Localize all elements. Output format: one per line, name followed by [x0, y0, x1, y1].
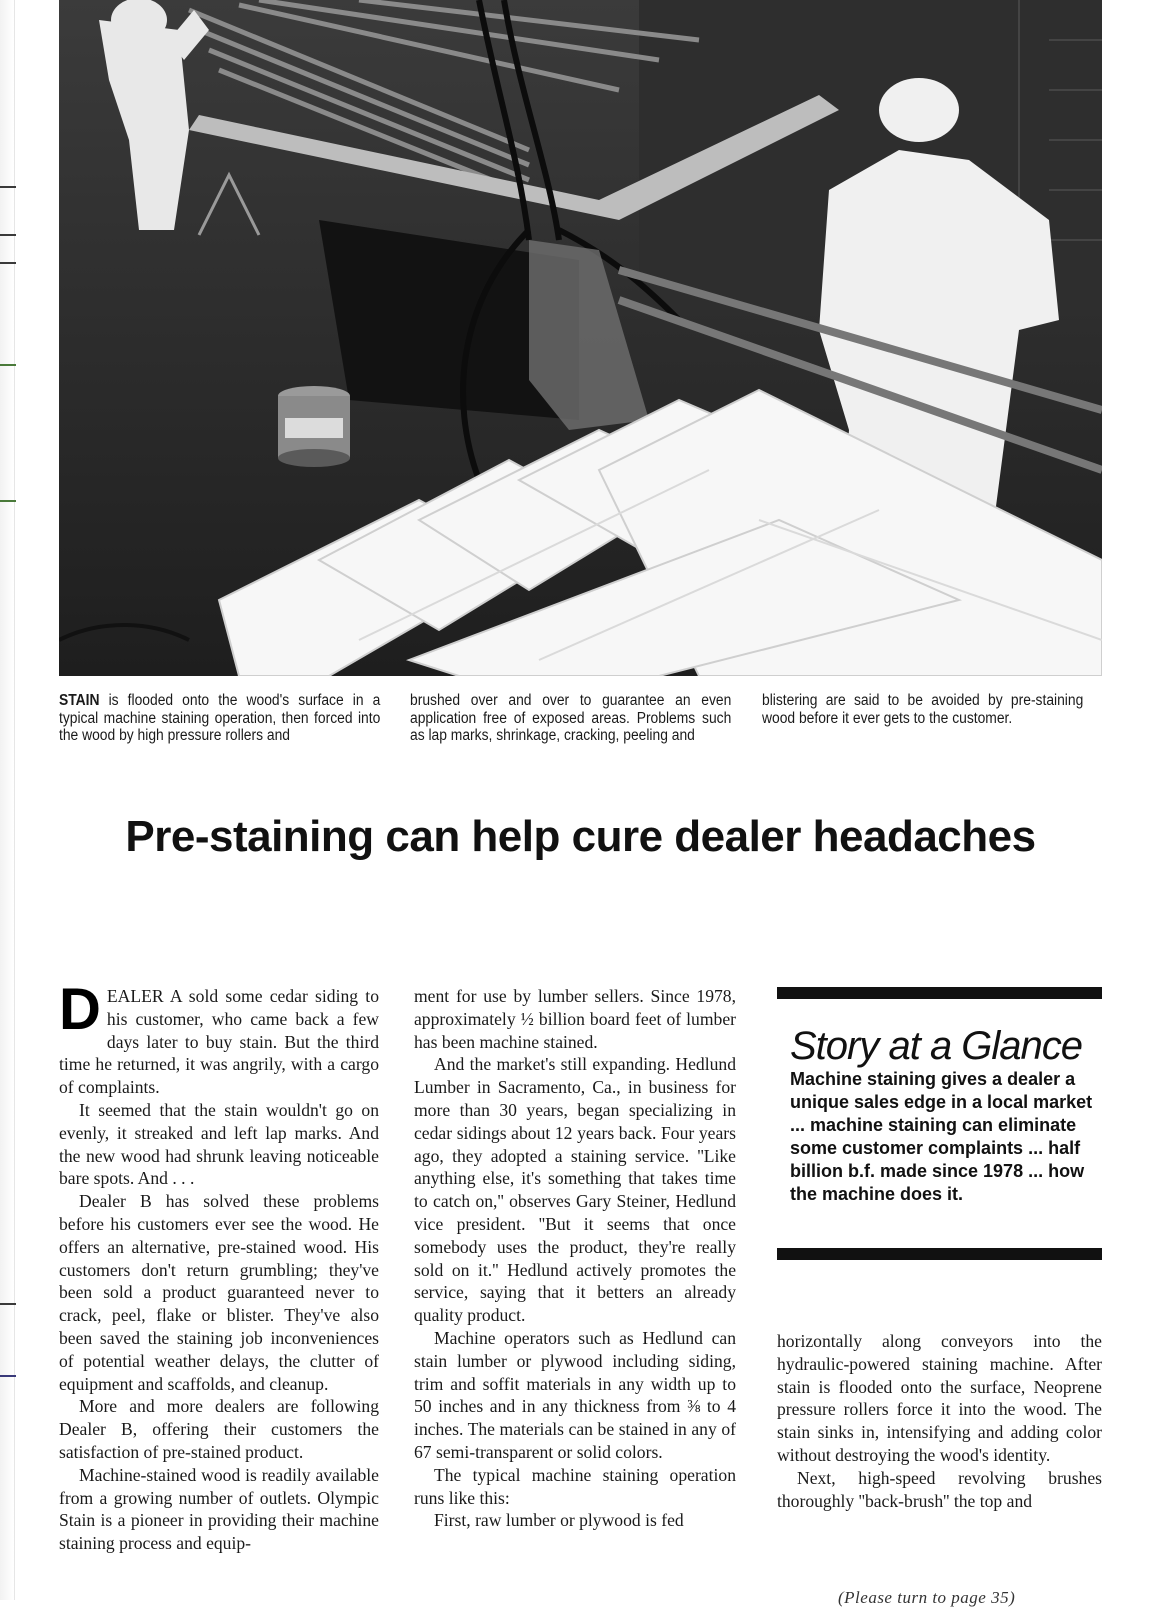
article-column-3: [777, 1330, 1102, 1512]
margin-tick: [0, 364, 16, 366]
stain-bucket-icon: [278, 386, 350, 467]
paragraph: And the market's still expanding. Hedlund Lumber in Sacramento, Ca., in business for more than 30 years, began specializing in cedar sidings about 12 years back. Four years ago, they adopted a staining service. ''Like anything else, it's something that takes time to catch on,'' observes Gary Steiner, Hedlund vice president. ''But it seems that once somebody uses the product, they're really sold on it.'' Hedlund actively promotes the service, saying that it betters an already quality product.: [414, 1054, 736, 1326]
page-left-margin: [0, 0, 15, 1600]
drop-cap: D: [59, 977, 101, 1042]
glance-summary: Machine staining gives a dealer a unique sales edge in a local market ... machine staining can eliminate some customer complaints ... half billion b.f. made since 1978 ... how the machine does it.: [790, 1069, 1093, 1204]
paragraph: Dealer B has solved these problems before his customers ever see the wood. He offers an alternative, pre-stained wood. His customers don't return grumbling; they've been sold a product guaranteed never to crack, peel, flake or blister. They've also been saved the staining job inconveniences of potential weather delays, the clutter of equipment and scaffolds, and cleanup.: [59, 1191, 379, 1394]
glance-top-rule: [777, 987, 1102, 999]
photo-caption-col-1: [59, 692, 380, 745]
margin-tick: [0, 1303, 16, 1305]
article-column-1: [59, 977, 379, 1555]
paragraph: The typical machine staining operation runs like this:: [414, 1464, 736, 1508]
paragraph: ment for use by lumber sellers. Since 1978, approximately ½ billion board feet of lumber has been machine stained.: [414, 986, 736, 1052]
paragraph: DEALER A sold some cedar siding to his customer, who came back a few days later to buy stain. But the third time he returned, it was angrily, with a cargo of complaints.: [59, 977, 379, 1098]
photo-caption-col-2: [410, 692, 731, 745]
staining-operation-photo: [59, 0, 1102, 676]
paragraph: Machine-stained wood is readily available from a growing number of outlets. Olympic Stain is a pioneer in providing their machine staining process and equip-: [59, 1464, 379, 1554]
article-column-2: [414, 985, 736, 1532]
margin-tick: [0, 186, 16, 188]
caption-text: brushed over and over to guarantee an even application free of exposed areas. Problems such as lap marks, shrinkage, cracking, peeling and: [410, 692, 732, 744]
paragraph: First, raw lumber or plywood is fed: [434, 1510, 684, 1531]
paragraph: It seemed that the stain wouldn't go on evenly, it streaked and left lap marks. And the new wood had shrunk leaving noticeable bare spots. And . . .: [59, 1099, 379, 1189]
margin-tick: [0, 500, 16, 502]
paragraph: horizontally along conveyors into the hydraulic-powered staining machine. After stain is flooded onto the surface, Neoprene pressure rollers force it into the wood. The stain sinks in, intensifying and adding color without destroying the wood's identity.: [777, 1331, 1102, 1465]
caption-text: blistering are said to be avoided by pre-staining wood before it ever gets to the customer.: [762, 692, 1084, 727]
glance-title: Story at a Glance: [790, 1024, 1083, 1068]
paragraph: Machine operators such as Hedlund can stain lumber or plywood including siding, trim and soffit materials in any width up to 50 inches and in any thickness from ⅜ to 4 inches. The materials can be stained in any of 67 semi-transparent or solid colors.: [414, 1327, 736, 1462]
caption-lead: STAIN: [59, 692, 100, 709]
article-headline: Pre-staining can help cure dealer headaches: [125, 812, 1036, 861]
margin-tick: [0, 262, 16, 264]
paragraph: Next, high-speed revolving brushes thoroughly ''back-brush'' the top and: [777, 1467, 1102, 1511]
photo-icon: [59, 0, 1102, 676]
continued-on-page-note: (Please turn to page 35): [838, 1588, 1016, 1607]
photo-caption-col-3: [762, 692, 1083, 727]
caption-text: is flooded onto the wood's surface in a typical machine staining operation, then forced into the wood by high pressure rollers and: [59, 692, 381, 744]
margin-tick: [0, 1375, 16, 1377]
glance-bottom-rule: [777, 1248, 1102, 1260]
margin-tick: [0, 234, 16, 236]
paragraph: More and more dealers are following Dealer B, offering their customers the satisfaction of pre-stained product.: [59, 1396, 379, 1462]
